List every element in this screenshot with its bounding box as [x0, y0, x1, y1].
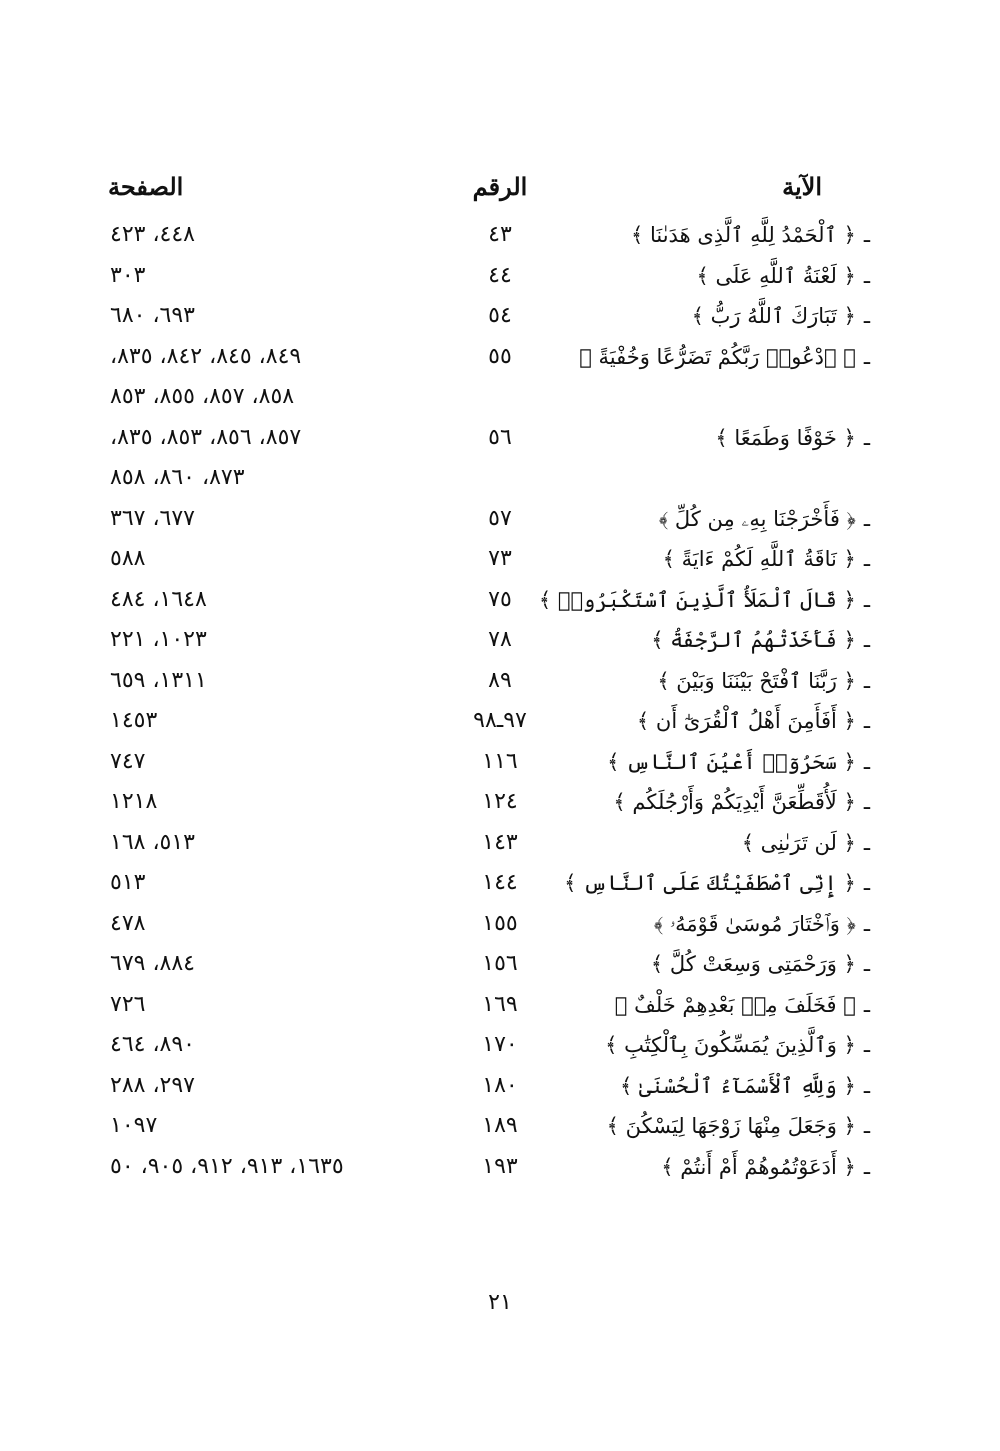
table-row: [0, 823, 1000, 864]
ayah-text: [742, 823, 870, 864]
row-dash: ـ: [863, 952, 870, 976]
ayah-quote: ﴿ وَٱلَّذِينَ يُمَسِّكُونَ بِٱلْكِتَٰبِ ﴾: [605, 1033, 856, 1057]
ayah-number: ٩٧ـ٩٨: [473, 708, 527, 733]
page-references: ٧٢٦: [110, 991, 146, 1017]
page-references: ١٠٩٧: [110, 1113, 158, 1138]
row-dash: ـ: [863, 587, 870, 612]
table-row: [0, 1025, 1000, 1066]
row-dash: ـ: [863, 668, 870, 693]
ayah-quote: ﴿ سَحَرُوٓا۟ أَعْيُنَ ٱلنَّاسِ ﴾: [607, 749, 856, 774]
page-references: ٨٩٠، ٤٦٤: [110, 1032, 195, 1057]
table-row: [0, 215, 1000, 256]
page-references: ٤٤٨، ٤٢٣: [110, 222, 195, 247]
table-row: [0, 256, 1000, 297]
ayah-quote: ﴿ فَأَخَذَتْهُمُ ٱلرَّجْفَةُ ﴾: [651, 628, 856, 652]
ayah-number: ٤٣: [488, 222, 512, 247]
ayah-text: [663, 539, 870, 580]
ayah-quote: ﴿ تَبَارَكَ ٱللَّهُ رَبُّ ﴾: [691, 304, 856, 328]
page-references: ٤٧٨: [110, 910, 146, 936]
ayah-text: [657, 661, 870, 702]
row-dash: ـ: [863, 830, 870, 855]
row-dash: ـ: [863, 223, 870, 247]
row-dash: ـ: [863, 263, 870, 288]
ayah-quote: ﴿ وَٱخْتَارَ مُوسَىٰ قَوْمَهُۥ ﴾: [653, 911, 856, 936]
ayah-number: ٥٦: [488, 424, 512, 450]
column-header-ayah: الآية: [782, 172, 822, 201]
ayah-number: ٧٨: [488, 627, 512, 652]
table-row: [0, 1147, 1000, 1188]
ayah-number: ١٤٣: [482, 829, 518, 855]
ayah-number: ١٧٠: [482, 1032, 518, 1057]
ayah-number: ١٨٠: [482, 1072, 518, 1098]
ayah-text: [661, 1147, 870, 1188]
row-dash: ـ: [863, 709, 870, 733]
row-dash: ـ: [863, 344, 870, 369]
page-references: ٣٠٣: [110, 262, 146, 288]
row-dash: ـ: [863, 1114, 870, 1138]
page-references: ٨٥٧، ٨٥٦، ٨٥٣، ٨٣٥،: [110, 424, 302, 450]
table-row: [0, 296, 1000, 337]
row-dash: ـ: [863, 911, 870, 936]
table-row: [0, 1066, 1000, 1107]
row-dash: ـ: [863, 1033, 870, 1057]
table-row: [0, 418, 1000, 459]
page-references: ٢٩٧، ٢٨٨: [110, 1072, 195, 1098]
table-row: [0, 782, 1000, 823]
ayah-number: ٤٤: [488, 262, 512, 288]
ayah-quote: ﴿ ٱلْحَمْدُ لِلَّهِ ٱلَّذِى هَدَىٰنَا ﴾: [630, 223, 856, 247]
table-header: [0, 172, 1000, 208]
ayah-text: [697, 256, 871, 297]
ayah-quote: ﴿ لَأُقَطِّعَنَّ أَيْدِيَكُمْ وَأَرْجُلَكُم ﴾: [613, 790, 856, 814]
ayah-quote: ﴿ أَفَأَمِنَ أَهْلُ ٱلْقُرَىٰٓ أَن ﴾: [636, 709, 856, 733]
page-references: ٦٩٣، ٦٨٠: [110, 303, 195, 328]
page-references: ١٦٣٥، ٩١٣، ٩١٢، ٩٠٥، ٥٠: [110, 1153, 344, 1179]
row-dash: ـ: [863, 425, 870, 450]
page-references: ١٣١١، ٦٥٩: [110, 667, 207, 693]
table-row: [0, 904, 1000, 945]
ayah-text: [651, 620, 870, 661]
ayah-text: [607, 742, 870, 783]
ayah-number: ١٥٥: [482, 910, 518, 936]
ayah-quote: ﴿ وَرَحْمَتِى وَسِعَتْ كُلَّ ﴾: [650, 952, 856, 976]
table-row: [0, 499, 1000, 540]
ayah-text: [613, 782, 870, 823]
ayah-text: [615, 985, 870, 1026]
page-references: ٥٨٨: [110, 546, 146, 571]
ayah-number: ١١٦: [482, 748, 518, 774]
ayah-text: [637, 701, 870, 742]
ayah-quote: ﴿ ٱدْعُوا۟ رَبَّكُمْ تَضَرُّعًا وَخُفْيَةً ﴾: [579, 344, 856, 369]
ayah-number: ٥٤: [488, 303, 512, 328]
page-references: ٥١٣، ١٦٨: [110, 829, 195, 855]
table-row: [0, 701, 1000, 742]
row-dash: ـ: [863, 304, 870, 328]
ayah-text: [607, 1106, 870, 1147]
table-row: [0, 1106, 1000, 1147]
ayah-quote: ﴿ خَوْفًا وَطَمَعًا ﴾: [715, 425, 856, 450]
page-references: ٦٧٧، ٣٦٧: [110, 505, 195, 531]
ayah-number: ١٨٩: [482, 1113, 518, 1138]
ayah-text: [654, 904, 870, 945]
page-references: ٨٤٩، ٨٤٥، ٨٤٢، ٨٣٥،: [110, 343, 302, 369]
row-dash: ـ: [863, 749, 870, 774]
column-header-page: الصفحة: [108, 172, 184, 201]
ayah-quote: ﴿ رَبَّنَا ٱفْتَحْ بَيْنَنَا وَبَيْنَ ﴾: [657, 668, 856, 693]
row-dash: ـ: [863, 1154, 870, 1179]
page-references: ٧٤٧: [110, 748, 146, 774]
table-row: [0, 620, 1000, 661]
row-dash: ـ: [863, 790, 870, 814]
ayah-number: ٧٣: [488, 546, 512, 571]
page-references: ١٤٥٣: [110, 708, 158, 733]
table-row: [0, 661, 1000, 702]
ayah-text: [564, 863, 870, 904]
page-references: ١٠٢٣، ٢٢١: [110, 627, 207, 652]
ayah-number: ٥٧: [488, 505, 512, 531]
column-header-number: الرقم: [472, 172, 528, 201]
table-row: [0, 458, 1000, 499]
table-row: [0, 580, 1000, 621]
ayah-quote: ﴿ لَعْنَةُ ٱللَّهِ عَلَى ﴾: [696, 263, 856, 288]
ayah-text: [539, 580, 870, 621]
row-dash: ـ: [863, 871, 870, 895]
ayah-quote: ﴿ إِنِّى ٱصْطَفَيْتُكَ عَلَى ٱلنَّاسِ ﴾: [564, 871, 856, 895]
ayah-text: [659, 499, 870, 540]
table-row: [0, 985, 1000, 1026]
table-row: [0, 863, 1000, 904]
ayah-text: [605, 1025, 870, 1066]
ayah-text: [620, 1066, 870, 1107]
page-references: ٨٨٤، ٦٧٩: [110, 951, 195, 976]
ayah-quote: ﴿ وَجَعَلَ مِنْهَا زَوْجَهَا لِيَسْكُنَ ﴾: [606, 1114, 856, 1138]
ayah-number: ٨٩: [488, 667, 512, 693]
ayah-quote: ﴿ لَن تَرَىٰنِى ﴾: [741, 830, 856, 855]
ayah-number: ٥٥: [488, 343, 512, 369]
page-references: ٨٧٣، ٨٦٠، ٨٥٨: [110, 465, 245, 490]
ayah-number: ١٥٦: [482, 951, 518, 976]
row-dash: ـ: [863, 547, 870, 571]
ayah-quote: ﴿ فَأَخْرَجْنَا بِهِۦ مِن كُلِّ ﴾: [658, 506, 856, 531]
ayah-quote: ﴿ نَاقَةُ ٱللَّهِ لَكُمْ ءَايَةً ﴾: [662, 547, 856, 571]
row-dash: ـ: [863, 506, 870, 531]
table-row: [0, 944, 1000, 985]
page-references: ٥١٣: [110, 870, 146, 895]
ayah-text: [631, 215, 870, 256]
page-references: ١٢١٨: [110, 789, 158, 814]
ayah-text: [692, 296, 870, 337]
ayah-quote: ﴿ وَلِلَّهِ ٱلْأَسْمَآءُ ٱلْحُسْنَىٰ ﴾: [619, 1073, 856, 1098]
row-dash: ـ: [863, 1073, 870, 1098]
page-number: ٢١: [488, 1290, 512, 1315]
row-dash: ـ: [863, 628, 870, 652]
ayah-quote: ﴿ أَدَعَوْتُمُوهُمْ أَمْ أَنتُمْ ﴾: [661, 1154, 856, 1179]
ayah-quote: ﴿ فَخَلَفَ مِنۢ بَعْدِهِمْ خَلْفٌ ﴾: [614, 992, 856, 1017]
table-row: [0, 742, 1000, 783]
ayah-number: ٧٥: [488, 586, 512, 612]
table-row: [0, 337, 1000, 378]
ayah-number: ١٦٩: [482, 991, 518, 1017]
table-row: [0, 377, 1000, 418]
ayah-number: ١٤٤: [482, 870, 518, 895]
ayah-text: [715, 418, 870, 459]
ayah-number: ١٩٣: [482, 1153, 518, 1179]
page-references: ٨٥٨، ٨٥٧، ٨٥٥، ٨٥٣: [110, 384, 295, 409]
ayah-text: [651, 944, 870, 985]
table-row: [0, 539, 1000, 580]
page-references: ١٦٤٨، ٤٨٤: [110, 586, 207, 612]
ayah-quote: ﴿ قَالَ ٱلْمَلَأُ ٱلَّذِينَ ٱسْتَكْبَرُوا۟ ﴾: [538, 587, 856, 612]
index-table: [0, 215, 1000, 1187]
row-dash: ـ: [863, 992, 870, 1017]
ayah-text: [579, 337, 870, 378]
ayah-number: ١٢٤: [482, 789, 518, 814]
